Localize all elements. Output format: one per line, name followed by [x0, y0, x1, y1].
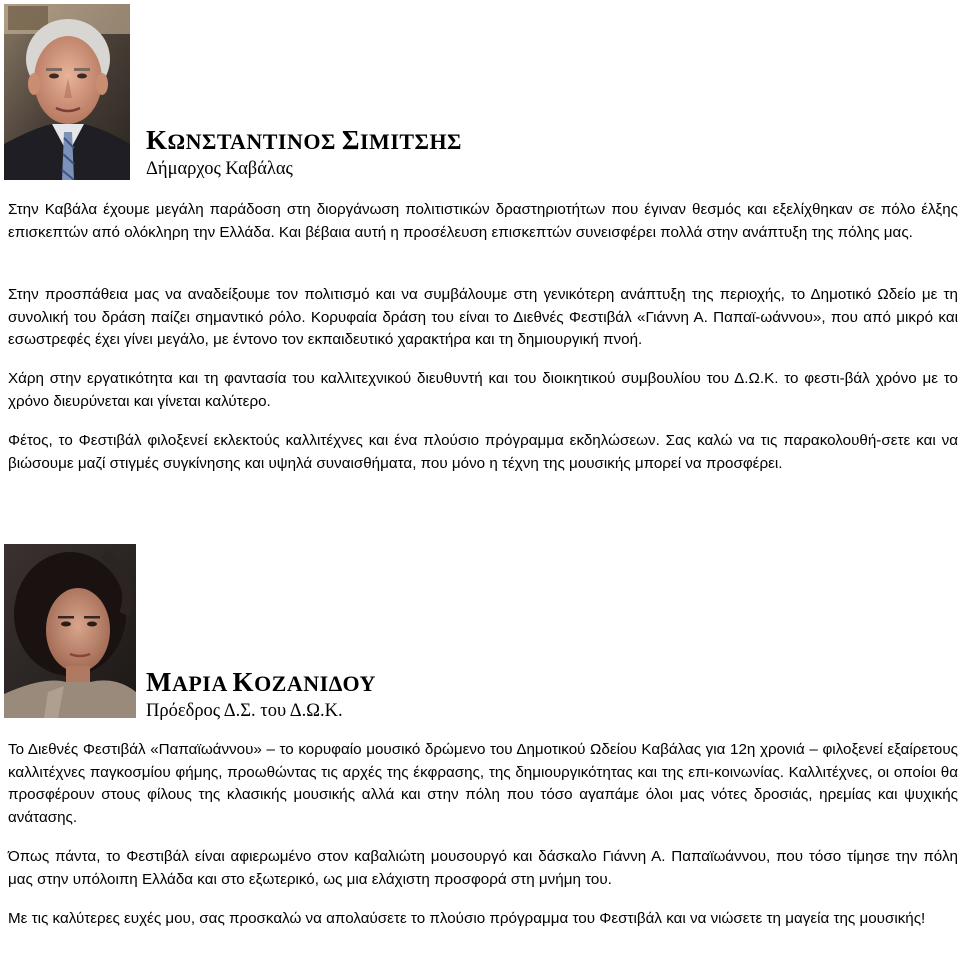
mayor-portrait-photo: [4, 4, 130, 180]
president-role: Πρόεδρος Δ.Σ. του Δ.Ω.Κ.: [146, 701, 343, 721]
president-paragraph-2: Όπως πάντα, το Φεστιβάλ είναι αφιερωμένο στον καβαλιώτη μουσουργό και δάσκαλο Γιάννη Α. Παπαϊωάννου, που τόσο τίμησε την πόλη μας στην υπόλοιπη Ελλάδα και στο εξωτερικό, ως μια ελάχιστη προσφορά στη μνήμη του.: [8, 848, 958, 888]
mayor-paragraph-2: Στην προσπάθεια μας να αναδείξουμε τον πολιτισμό και να συμβάλουμε στη γενικότερη ανάπτυξη της περιοχής, το Δημοτικό Ωδείο με τη συνολική του δράση παίζει σημαντικό ρόλο. Κορυφαία δράση του είναι το Διεθνές Φεστιβάλ «Γιάννη Α. Παπαϊ-ωάννου», που από μικρό και εσωστρεφές έχει γίνει μεγάλο, με έντονο τον εκπαιδευτικό χαρακτήρα και τη δημιουργική πνοή.: [8, 286, 958, 348]
mayor-name: [146, 125, 462, 155]
mayor-paragraph-4: Φέτος, το Φεστιβάλ φιλοξενεί εκλεκτούς καλλιτέχνες και ένα πλούσιο πρόγραμμα εκδηλώσεων. Σας καλώ να τις παρακολουθή-σετε και να βιώσουμε μαζί στιγμές συγκίνησης και υψηλά συναισθήματα, που μόνο η τέχνη της μουσικής μπορεί να προσφέρει.: [8, 432, 958, 472]
mayor-name-initial-2: Σ: [341, 125, 360, 155]
mayor-name-rest-1: ΩΝΣΤΑΝΤΙΝΟΣ: [167, 129, 342, 154]
mayor-paragraph-3: Χάρη στην εργατικότητα και τη φαντασία του καλλιτεχνικού διευθυντή και του διοικητικού συμβουλίου του Δ.Ω.Κ. το φεστι-βάλ χρόνο με το χρόνο διευρύνεται και γίνεται καλύτερο.: [8, 370, 958, 410]
president-portrait-graphic: [4, 544, 136, 718]
mayor-name-initial-1: Κ: [146, 125, 168, 155]
president-portrait-photo: [4, 544, 136, 718]
mayor-portrait-graphic: [4, 4, 130, 180]
mayor-paragraph-1: Στην Καβάλα έχουμε μεγάλη παράδοση στη διοργάνωση πολιτιστικών δραστηριοτήτων που έγιναν θεσμός και εξελίχθηκαν σε πόλο έλξης επισκεπτών από ολόκληρη την Ελλάδα. Και βέβαια αυτή η προσέλευση επισκεπτών συνεισφέρει πολλά στην ανάπτυξη της πόλης μας.: [8, 201, 958, 241]
president-name-initial-1: Μ: [146, 667, 172, 697]
president-name-initial-2: Κ: [232, 667, 255, 697]
president-name: [146, 667, 376, 697]
president-paragraph-3: Με τις καλύτερες ευχές μου, σας προσκαλώ να απολαύσετε το πλούσιο πρόγραμμα του Φεστιβάλ και να νιώσετε τη μαγεία της μουσικής!: [8, 910, 926, 927]
president-name-rest-2: ΟΖΑΝΙΔΟΥ: [254, 671, 376, 696]
mayor-name-rest-2: ΙΜΙΤΣΗΣ: [360, 129, 462, 154]
president-section: [0, 540, 960, 953]
president-paragraph-1: Το Διεθνές Φεστιβάλ «Παπαϊωάννου» – το κορυφαίο μουσικό δρώμενο του Δημοτικού Ωδείου Καβάλας για 12η χρονιά – φιλοξενεί εξαίρετους καλλιτέχνες παγκοσμίου φήμης, προωθώντας τις αρχές της έκφρασης, της δημιουργικότητας και της επι-κοινωνίας. Καλλιτέχνες, οι οποίοι θα προσφέρουν στους φίλους της κλασικής μουσικής αλλά και στην πόλη που τόσο αγαπάμε όλοι μας νότες δροσιάς, ηρεμίας και ψυχικής ανάτασης.: [8, 741, 958, 826]
mayor-role: Δήμαρχος Καβάλας: [146, 159, 293, 179]
president-name-rest-1: ΑΡΙΑ: [171, 671, 233, 696]
